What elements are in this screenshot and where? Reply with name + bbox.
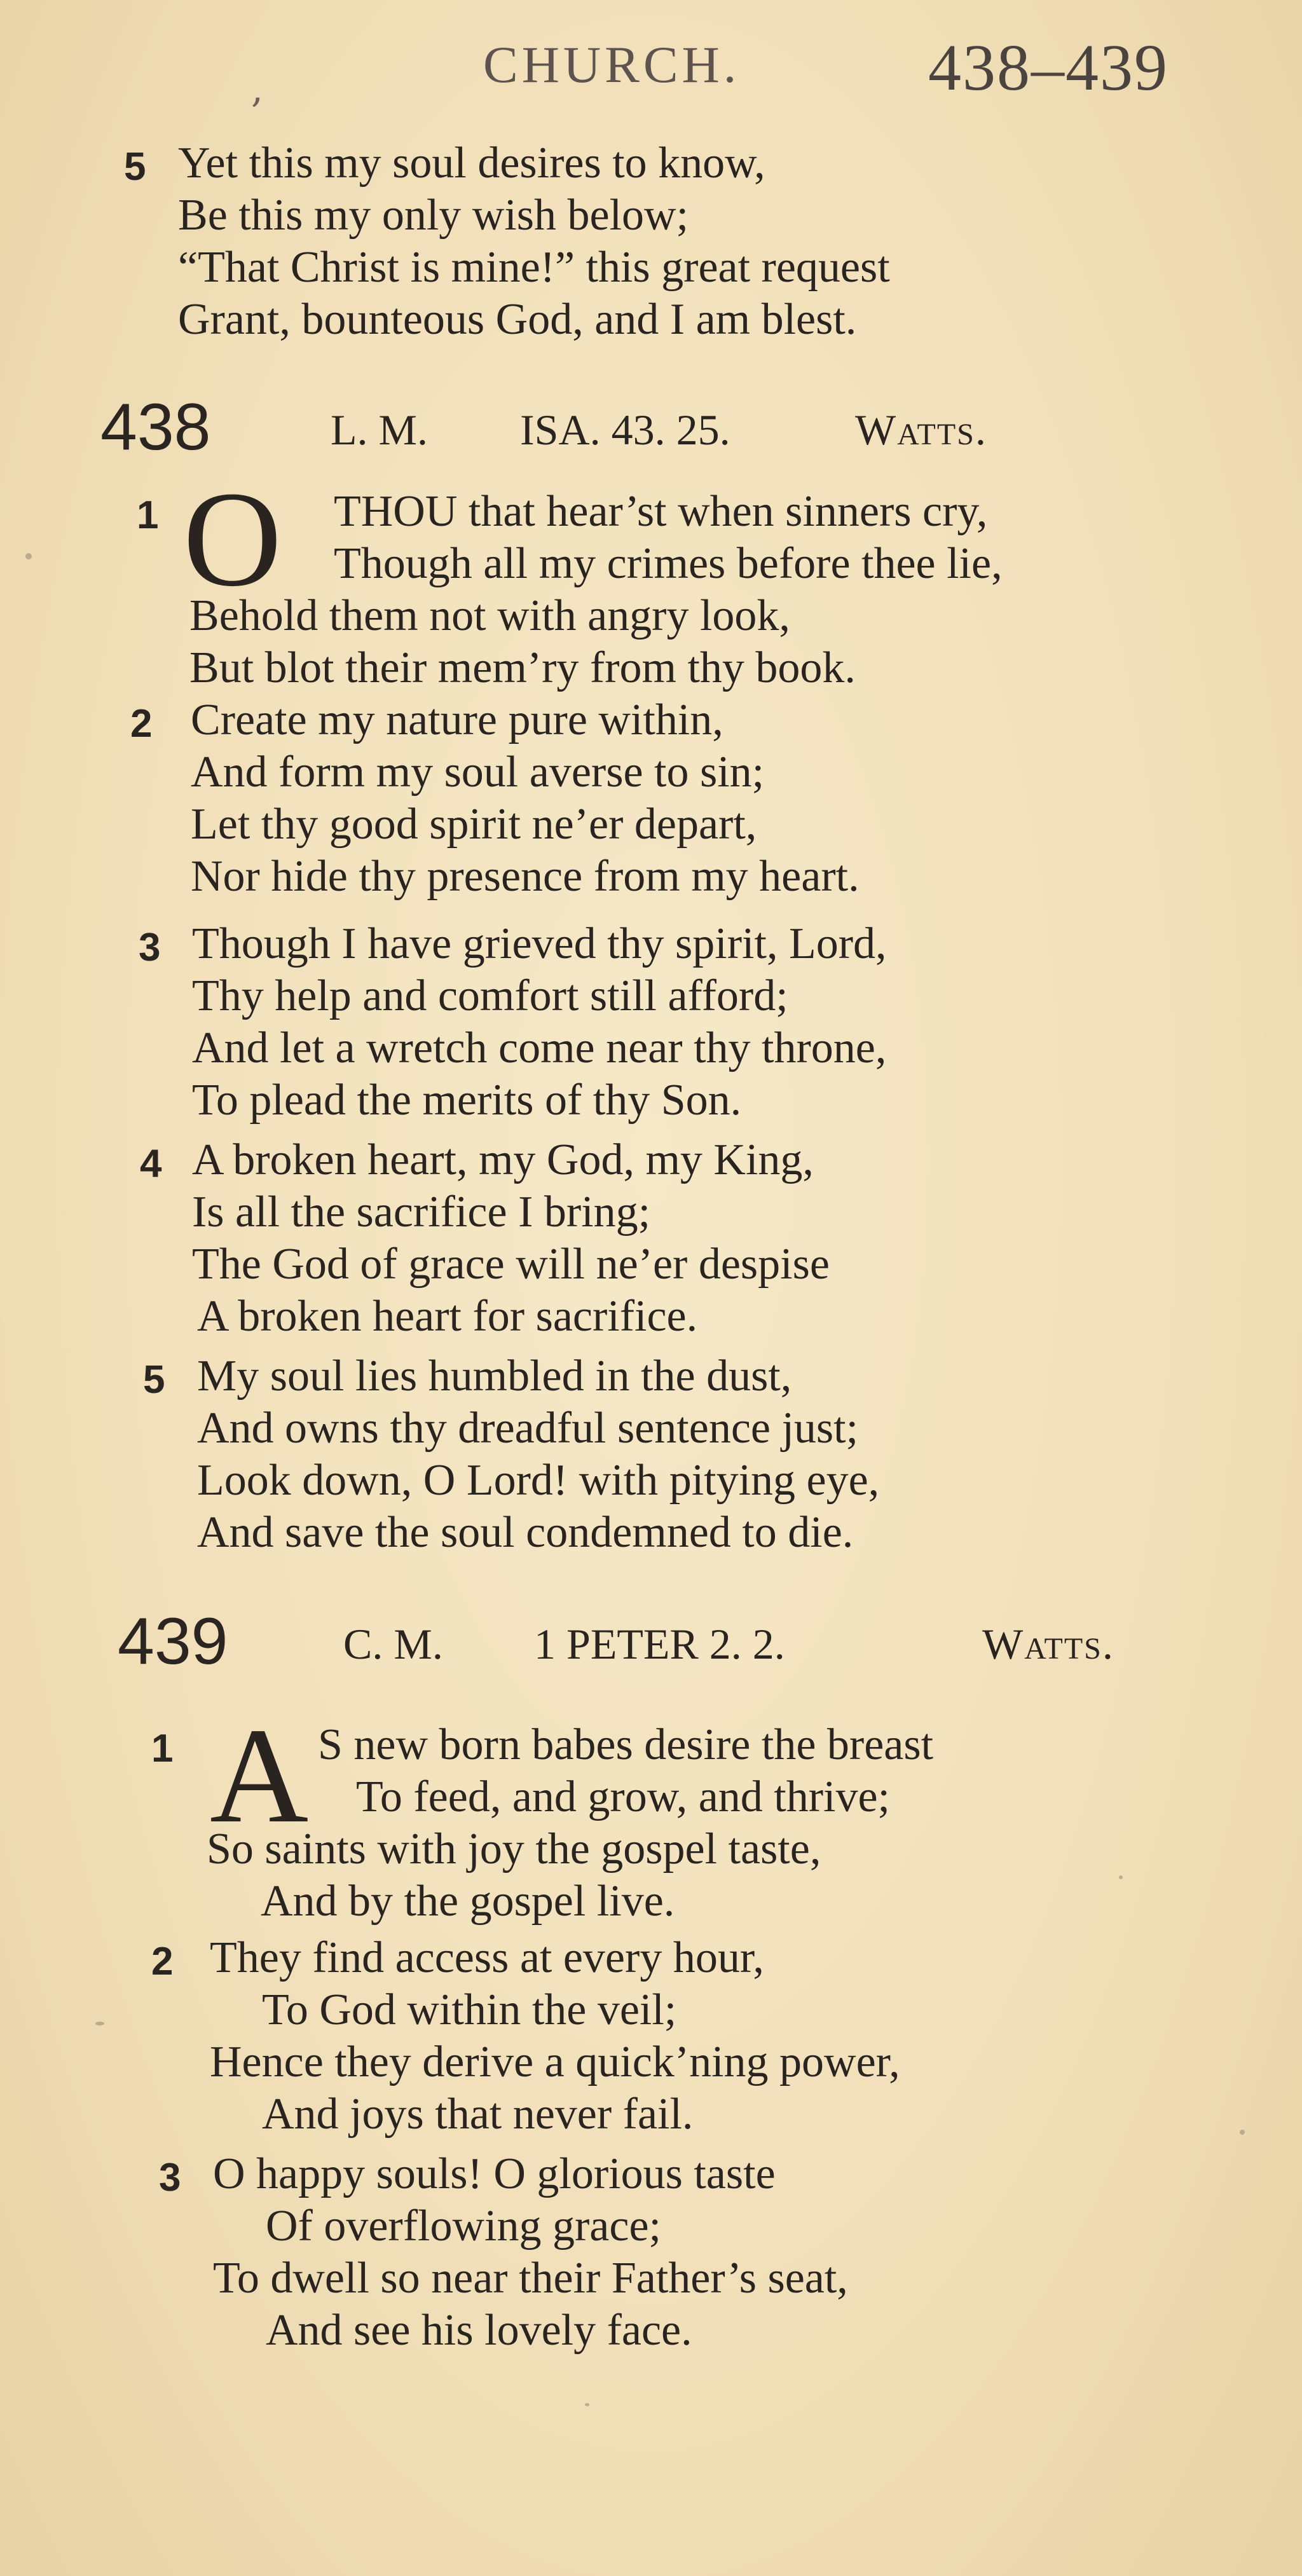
- verse-line: To feed, and grow, and thrive;: [356, 1772, 890, 1821]
- paper-speck: [95, 2022, 104, 2025]
- running-header: [0, 31, 1302, 111]
- header-mark: ,: [251, 67, 264, 111]
- paper-speck: [585, 2403, 589, 2406]
- hymn-439-heading: [0, 1605, 1302, 1678]
- verse-line: Is all the sacrifice I bring;: [192, 1188, 651, 1237]
- verse-line: Nor hide thy presence from my heart.: [191, 852, 860, 901]
- stanza-number: 3: [139, 926, 161, 969]
- verse-line: So saints with joy the gospel taste,: [207, 1825, 821, 1874]
- hymn-author: Watts.: [982, 1620, 1114, 1668]
- verse-line: But blot their mem’ry from thy book.: [189, 643, 856, 692]
- verse-line: A broken heart, my God, my King,: [192, 1135, 814, 1184]
- stanza-number: 2: [151, 1940, 174, 1983]
- verse-line: Hence they derive a quick’ning power,: [210, 2038, 900, 2086]
- hymn-438-heading: [0, 390, 1302, 464]
- drop-cap: A: [210, 1699, 309, 1851]
- verse-line: Let thy good spirit ne’er depart,: [191, 800, 757, 849]
- verse-line: Of overflowing grace;: [266, 2202, 661, 2251]
- verse-line: The God of grace will ne’er despise: [192, 1240, 830, 1289]
- verse-line: To God within the veil;: [262, 1985, 677, 2034]
- verse-line: Look down, O Lord! with pitying eye,: [197, 1456, 880, 1505]
- page-range: 438–439: [928, 31, 1168, 104]
- verse-line: O happy souls! O glorious taste: [213, 2149, 776, 2198]
- verse-line: My soul lies humbled in the dust,: [197, 1352, 792, 1401]
- paper-speck: [1240, 2130, 1245, 2135]
- verse-line: Though I have grieved thy spirit, Lord,: [192, 919, 887, 968]
- verse-line: Thy help and comfort still afford;: [192, 971, 788, 1020]
- stanza-number: 4: [140, 1142, 162, 1186]
- stanza-number: 5: [124, 145, 146, 189]
- hymn-meter: C. M.: [343, 1620, 443, 1668]
- stanza-number: 1: [151, 1727, 174, 1771]
- verse-line: And joys that never fail.: [262, 2090, 694, 2139]
- verse-line: To dwell so near their Father’s seat,: [213, 2254, 848, 2303]
- verse-line: “That Christ is mine!” this great request: [178, 243, 890, 292]
- verse-line: THOU that hear’st when sinners cry,: [334, 487, 988, 536]
- verse-line: S new born babes desire the breast: [318, 1720, 934, 1769]
- hymn-meter: L. M.: [331, 406, 428, 454]
- verse-line: They find access at every hour,: [210, 1933, 764, 1982]
- verse-line: And save the soul condemned to die.: [197, 1508, 854, 1557]
- hymn-author: Watts.: [855, 406, 987, 454]
- hymn-number: 438: [100, 390, 211, 464]
- stanza-number: 2: [130, 702, 153, 746]
- verse-line: Behold them not with angry look,: [189, 591, 790, 640]
- verse-line: Yet this my soul desires to know,: [178, 139, 765, 188]
- paper-speck: [1119, 1875, 1123, 1879]
- running-title: CHURCH.: [483, 36, 741, 93]
- hymn-number: 439: [118, 1605, 228, 1678]
- verse-line: And owns thy dreadful sentence just;: [197, 1404, 859, 1453]
- verse-line: Be this my only wish below;: [178, 191, 689, 240]
- verse-line: Though all my crimes before thee lie,: [334, 539, 1003, 588]
- stanza-number: 3: [159, 2156, 181, 2200]
- verse-line: And by the gospel live.: [261, 1877, 675, 1926]
- stanza-number: 1: [137, 493, 159, 537]
- drop-cap: O: [183, 463, 282, 615]
- verse-line: Create my nature pure within,: [191, 695, 723, 744]
- verse-line: And form my soul averse to sin;: [191, 748, 765, 797]
- scripture-reference: 1 PETER 2. 2.: [534, 1620, 785, 1668]
- paper-speck: [25, 553, 32, 559]
- verse-line: A broken heart for sacrifice.: [197, 1292, 698, 1341]
- verse-line: To plead the merits of thy Son.: [192, 1076, 742, 1125]
- verse-line: And let a wretch come near thy throne,: [192, 1024, 887, 1072]
- verse-line: And see his lovely face.: [266, 2306, 692, 2355]
- stanza-number: 5: [143, 1358, 165, 1402]
- verse-line: Grant, bounteous God, and I am blest.: [178, 295, 857, 344]
- scripture-reference: ISA. 43. 25.: [520, 406, 730, 454]
